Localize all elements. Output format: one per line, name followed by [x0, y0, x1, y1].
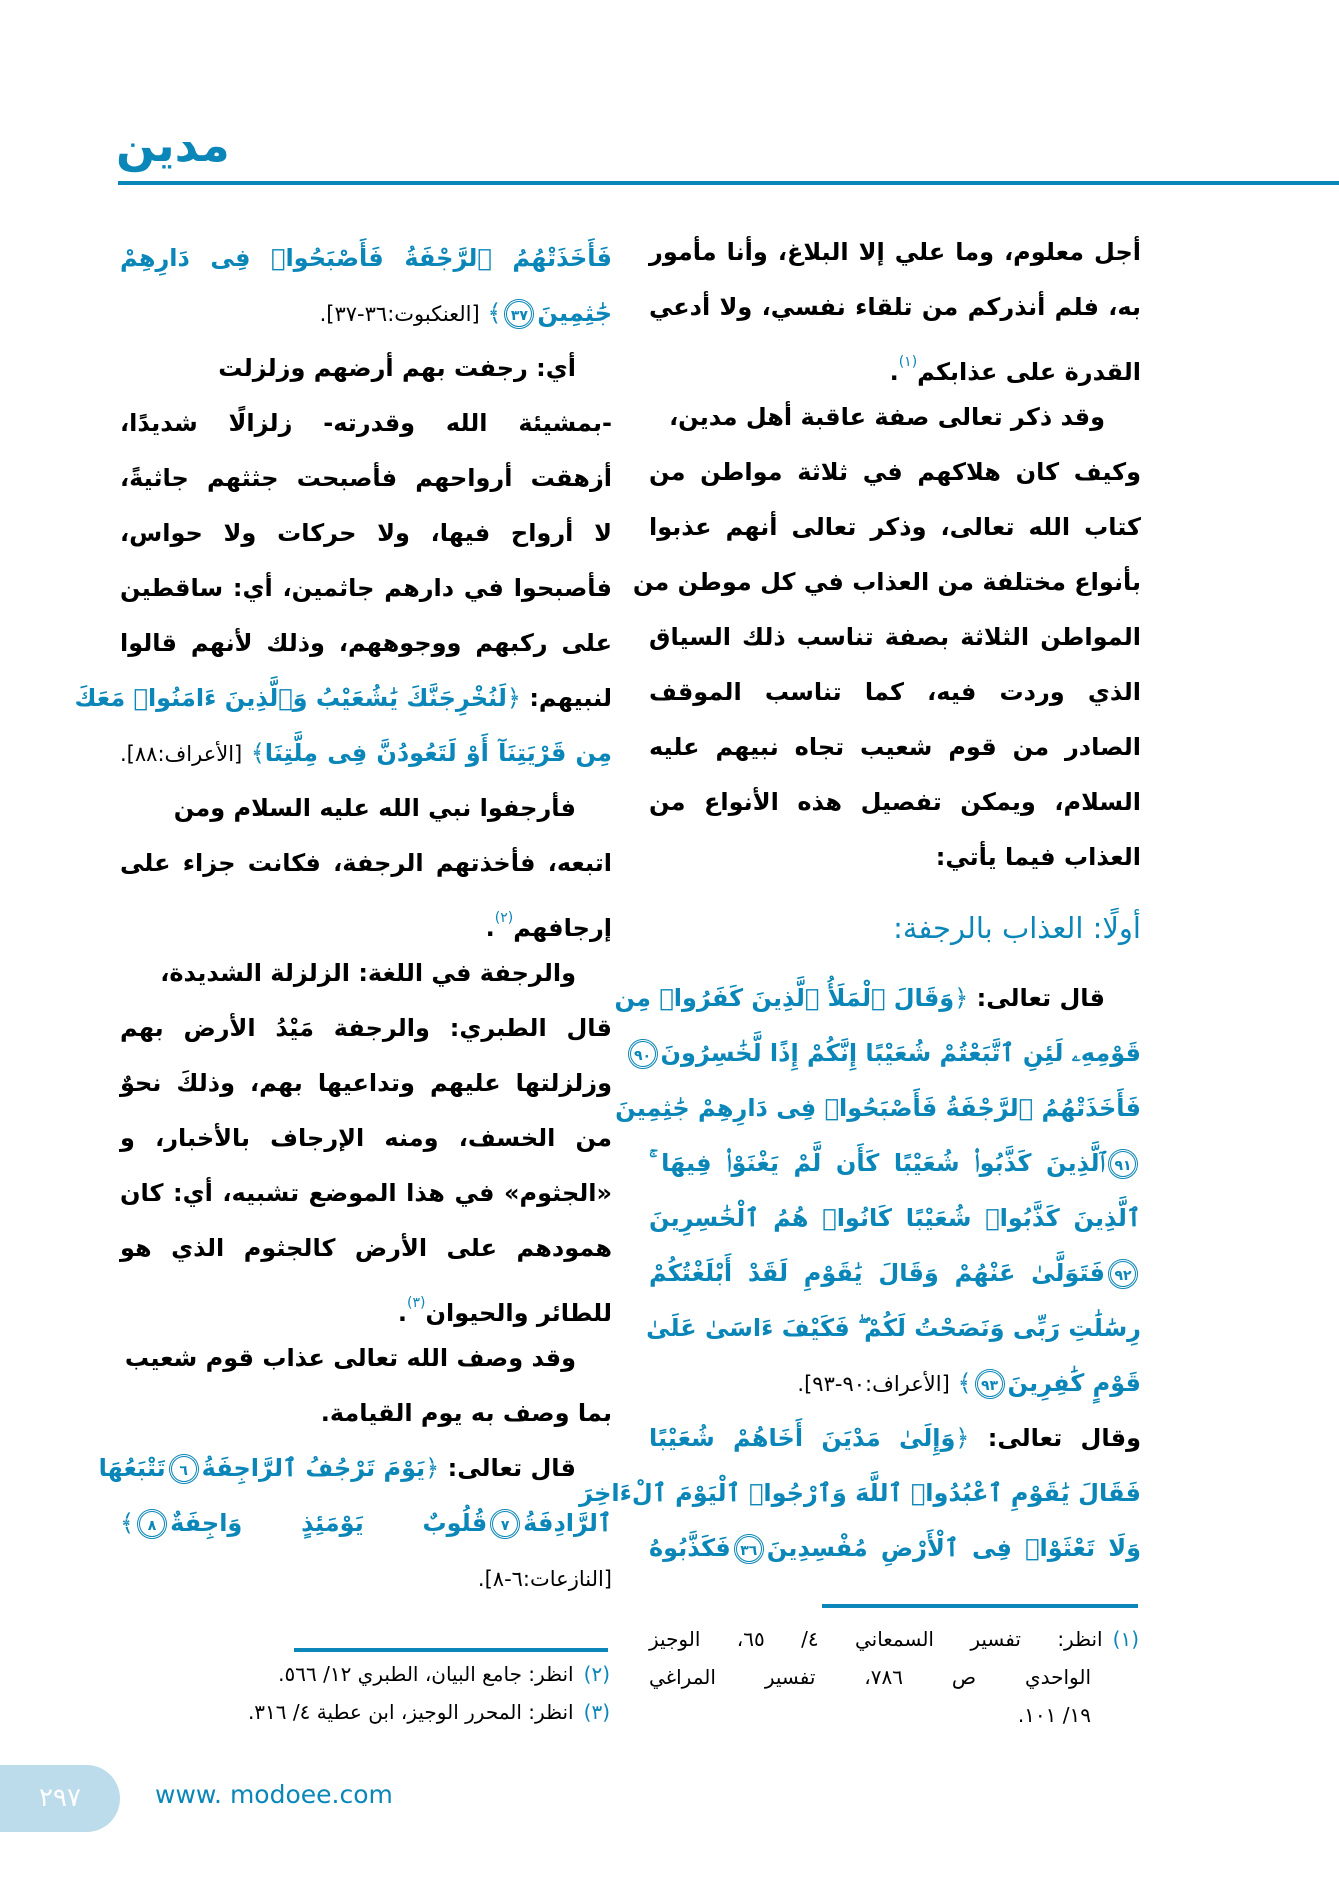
body-text: وقال تعالى:	[969, 1424, 1142, 1452]
quran-text: وَلَا تَعْثَوْا۟ فِى ٱلْأَرْضِ مُفْسِدِينَ	[766, 1534, 1141, 1562]
ayah-number-icon: ٩٣	[975, 1369, 1005, 1399]
quran-text: تَتْبَعُهَا	[98, 1454, 166, 1482]
text-line	[649, 775, 1141, 830]
left-column	[74, 231, 612, 1606]
text-line	[120, 561, 612, 616]
ornate-bracket-icon: ﴾	[120, 1509, 135, 1537]
body-text: قال تعالى:	[439, 1454, 576, 1482]
footnote-rule-left	[294, 1648, 608, 1652]
body-text: والرجفة في اللغة: الزلزلة الشديدة،	[160, 959, 576, 987]
quran-text: وَقَالَ ٱلْمَلَأُ ٱلَّذِينَ كَفَرُوا۟ مِن	[614, 984, 955, 1012]
body-text: قال تعالى:	[968, 984, 1105, 1012]
ayah-number-icon: ٦	[169, 1454, 199, 1484]
footnote-number: (٣)	[583, 1700, 610, 1724]
text-line	[120, 946, 612, 1001]
body-text: .	[889, 358, 899, 386]
quran-text: ٱلَّذِينَ كَذَّبُوا۟ شُعَيْبًا كَأَن لَّمْ يَغْنَوْا۟ فِيهَا ۚ	[649, 1149, 1105, 1177]
text-line	[120, 781, 612, 836]
quran-text: يَوْمَ تَرْجُفُ ٱلرَّاجِفَةُ	[201, 1454, 426, 1482]
footnote-text: انظر: المحرر الوجيز، ابن عطية ٤/ ٣١٦.	[247, 1700, 574, 1724]
text-line	[120, 1001, 612, 1056]
text-line	[649, 610, 1141, 665]
footnote-line	[120, 1655, 610, 1693]
ayah-number-icon: ٨	[137, 1509, 167, 1539]
body-text: وزلزلتها عليهم وتداعيها بهم، وذلكَ نحوٌ	[120, 1069, 612, 1097]
body-text: لا أرواح فيها، ولا حركات ولا حواس،	[120, 519, 612, 547]
body-text: أجل معلوم، وما علي إلا البلاغ، وأنا مأمور	[649, 238, 1141, 266]
quran-text: لَنُخْرِجَنَّكَ يَٰشُعَيْبُ وَٱلَّذِينَ ءَامَنُوا۟ مَعَكَ	[74, 684, 507, 712]
body-text: به، فلم أنذركم من تلقاء نفسي، ولا أدعي	[649, 293, 1141, 321]
text-line	[120, 891, 612, 946]
text-line	[646, 1301, 1141, 1356]
footnote-rule-right	[822, 1604, 1138, 1608]
body-text: أزهقت أرواحهم فأصبحت جثثهم جاثيةً،	[120, 464, 612, 492]
ornate-bracket-icon: ﴾	[242, 739, 265, 767]
text-line	[120, 1056, 612, 1111]
chapter-title: مدين	[116, 118, 230, 172]
ornate-bracket-icon: ﴿	[425, 1454, 440, 1482]
footnote-number: (٢)	[583, 1662, 610, 1686]
text-line	[649, 665, 1141, 720]
text-line	[633, 1026, 1141, 1081]
footnote-line	[649, 1658, 1139, 1696]
body-text: الذي وردت فيه، كما تناسب الموقف	[649, 678, 1141, 706]
body-text: وقد وصف الله تعالى عذاب قوم شعيب	[124, 1344, 576, 1372]
text-line	[120, 231, 612, 286]
quran-text: ٱلَّذِينَ كَذَّبُوا۟ شُعَيْبًا كَانُوا۟ هُمُ ٱلْخَٰسِرِينَ	[649, 1204, 1141, 1232]
body-text: وكيف كان هلاكهم في ثلاثة مواطن من	[649, 458, 1141, 486]
footnote-marker[interactable]: (١)	[898, 354, 918, 370]
body-text: على ركبهم ووجوههم، وذلك لأنهم قالوا	[120, 629, 612, 657]
text-line	[120, 396, 612, 451]
text-line	[120, 341, 612, 396]
ayah-number-icon: ٩٠	[628, 1039, 658, 1069]
body-text: اتبعه، فأخذتهم الرجفة، فكانت جزاء على	[120, 849, 612, 877]
text-line	[98, 1441, 612, 1496]
text-line	[649, 1191, 1141, 1246]
footnotes-left	[120, 1655, 610, 1731]
body-text: القدرة على عذابكم	[917, 358, 1141, 386]
text-line	[649, 280, 1141, 335]
quran-text: فَأَخَذَتْهُمُ ٱلرَّجْفَةُ فَأَصْبَحُوا۟ فِى دَارِهِمْ جَٰثِمِينَ	[615, 1094, 1141, 1122]
text-line	[120, 1166, 612, 1221]
section-heading: أولًا: العذاب بالرجفة:	[893, 911, 1141, 945]
ayah-number-icon: ٧	[490, 1509, 520, 1539]
text-line	[649, 335, 1141, 390]
body-text: الصادر من قوم شعيب تجاه نبيهم عليه	[649, 733, 1141, 761]
website-link[interactable]: www. modoee.com	[155, 1780, 393, 1809]
text-line	[120, 1221, 612, 1276]
ornate-bracket-icon: ﴿	[955, 1424, 970, 1452]
page-number-badge: ٢٩٧	[0, 1765, 120, 1832]
footnote-number: (١)	[1112, 1627, 1139, 1651]
text-line	[632, 555, 1141, 610]
body-text: وقد ذكر تعالى صفة عاقبة أهل مدين،	[669, 403, 1105, 431]
text-line	[120, 616, 612, 671]
text-line	[649, 830, 1141, 885]
verse-reference: [النازعات:٦-٨].	[477, 1567, 612, 1591]
verse-reference: [الأعراف:٨٨].	[120, 742, 243, 766]
body-text: للطائر والحيوان	[425, 1299, 612, 1327]
text-line	[649, 500, 1141, 555]
text-line	[120, 1551, 612, 1606]
footnote-line	[649, 1620, 1139, 1658]
text-line	[74, 671, 612, 726]
body-text: فأرجفوا نبي الله عليه السلام ومن	[173, 794, 576, 822]
text-line	[120, 1111, 612, 1166]
quran-text: فَتَوَلَّىٰ عَنْهُمْ وَقَالَ يَٰقَوْمِ لَقَدْ أَبْلَغْتُكُمْ	[649, 1259, 1105, 1287]
body-text: أي: رجفت بهم أرضهم وزلزلت	[218, 354, 576, 382]
ayah-number-icon: ٣٦	[734, 1534, 764, 1564]
body-text: «الجثوم» في هذا الموضع تشبيه، أي: كان	[120, 1179, 612, 1207]
verse-reference: [الأعراف:٩٠-٩٣].	[797, 1372, 950, 1396]
text-line	[120, 286, 612, 341]
body-text: همودهم على الأرض كالجثوم الذي هو	[120, 1234, 612, 1262]
text-line	[120, 836, 612, 891]
quran-text: ٱلرَّادِفَةُ	[523, 1509, 612, 1537]
footnote-line	[649, 1696, 1139, 1734]
text-line	[120, 1331, 612, 1386]
body-text: إرجافهم	[513, 914, 612, 942]
ornate-bracket-icon: ﴾	[479, 299, 502, 327]
quran-text: فَكَذَّبُوهُ	[649, 1534, 731, 1562]
body-text: قال الطبري: والرجفة مَيْدُ الأرض بهم	[120, 1014, 612, 1042]
text-line	[649, 390, 1141, 445]
footnote-text: انظر: تفسير السمعاني ٤/ ٦٥، الوجيز	[649, 1627, 1103, 1651]
verse-reference: [العنكبوت:٣٦-٣٧].	[319, 302, 480, 326]
ayah-number-icon: ٩١	[1108, 1149, 1138, 1179]
footnotes-right	[649, 1620, 1139, 1734]
text-line	[120, 726, 612, 781]
ornate-bracket-icon: ﴿	[954, 984, 969, 1012]
text-line	[614, 971, 1141, 1026]
ayah-number-icon: ٩٢	[1108, 1259, 1138, 1289]
text-line	[649, 1411, 1141, 1466]
text-line	[649, 225, 1141, 280]
footnote-text: انظر: جامع البيان، الطبري ١٢/ ٥٦٦.	[278, 1662, 574, 1686]
footnote-line	[120, 1693, 610, 1731]
footnote-marker[interactable]: (٣)	[407, 1295, 426, 1311]
footnote-marker[interactable]: (٢)	[494, 910, 514, 926]
right-column	[579, 225, 1142, 1576]
body-text: من الخسف، ومنه الإرجاف بالأخبار، و	[120, 1124, 612, 1152]
body-text: بما وصف به يوم القيامة.	[320, 1399, 612, 1427]
text-line	[649, 1246, 1141, 1301]
text-line	[120, 506, 612, 561]
text-line	[649, 1136, 1141, 1191]
text-line	[649, 445, 1141, 500]
body-text: -بمشيئة الله وقدرته- زلزالًا شديدًا،	[120, 409, 612, 437]
text-line	[579, 1466, 1141, 1521]
body-text: بأنواع مختلفة من العذاب في كل موطن من	[632, 568, 1141, 596]
text-line	[120, 1496, 612, 1551]
text-line	[615, 1081, 1141, 1136]
quran-text: فَأَخَذَتْهُمُ ٱلرَّجْفَةُ فَأَصْبَحُوا۟ فِى دَارِهِمْ	[120, 244, 612, 272]
quran-text: قَوْمِهِۦ لَئِنِ ٱتَّبَعْتُمْ شُعَيْبًا إِنَّكُمْ إِذًا لَّخَٰسِرُونَ	[660, 1039, 1141, 1067]
ornate-bracket-icon: ﴿	[506, 684, 521, 712]
body-text: المواطن الثلاثة بصفة تناسب ذلك السياق	[649, 623, 1141, 651]
header-rule	[118, 181, 1339, 185]
section-heading	[649, 885, 1141, 971]
ornate-bracket-icon: ﴾	[949, 1369, 972, 1397]
footnote-text: الواحدي ص ٧٨٦، تفسير المراغي	[649, 1665, 1092, 1689]
body-text: .	[485, 914, 495, 942]
body-text: فأصبحوا في دارهم جاثمين، أي: ساقطين	[120, 574, 612, 602]
quran-text: قَوْمٍ كَٰفِرِينَ	[1007, 1369, 1141, 1397]
quran-text: قُلُوبٌ يَوْمَئِذٍ وَاجِفَةٌ	[170, 1509, 488, 1537]
quran-text: وَإِلَىٰ مَدْيَنَ أَخَاهُمْ شُعَيْبًا	[649, 1424, 956, 1452]
quran-text: مِن قَرْيَتِنَآ أَوْ لَتَعُودُنَّ فِى مِلَّتِنَا	[264, 739, 612, 767]
text-line	[120, 1386, 612, 1441]
text-line	[649, 1521, 1141, 1576]
quran-text: رِسَٰلَٰتِ رَبِّى وَنَصَحْتُ لَكُمْ ۖ فَكَيْفَ ءَاسَىٰ عَلَىٰ	[646, 1314, 1141, 1342]
body-text: .	[397, 1299, 408, 1327]
ayah-number-icon: ٣٧	[504, 299, 534, 329]
text-line	[120, 451, 612, 506]
body-text: كتاب الله تعالى، وذكر تعالى أنهم عذبوا	[649, 513, 1141, 541]
body-text: لنبيهم:	[520, 684, 612, 712]
quran-text: فَقَالَ يَٰقَوْمِ ٱعْبُدُوا۟ ٱللَّهَ وَٱرْجُوا۟ ٱلْيَوْمَ ٱلْءَاخِرَ	[579, 1479, 1141, 1507]
body-text: السلام، ويمكن تفصيل هذه الأنواع من	[649, 788, 1141, 816]
text-line	[649, 1356, 1141, 1411]
body-text: العذاب فيما يأتي:	[935, 843, 1141, 871]
text-line	[649, 720, 1141, 775]
quran-text: جَٰثِمِينَ	[537, 299, 612, 327]
footnote-text: ١٩/ ١٠١.	[1017, 1703, 1091, 1727]
text-line	[120, 1276, 612, 1331]
